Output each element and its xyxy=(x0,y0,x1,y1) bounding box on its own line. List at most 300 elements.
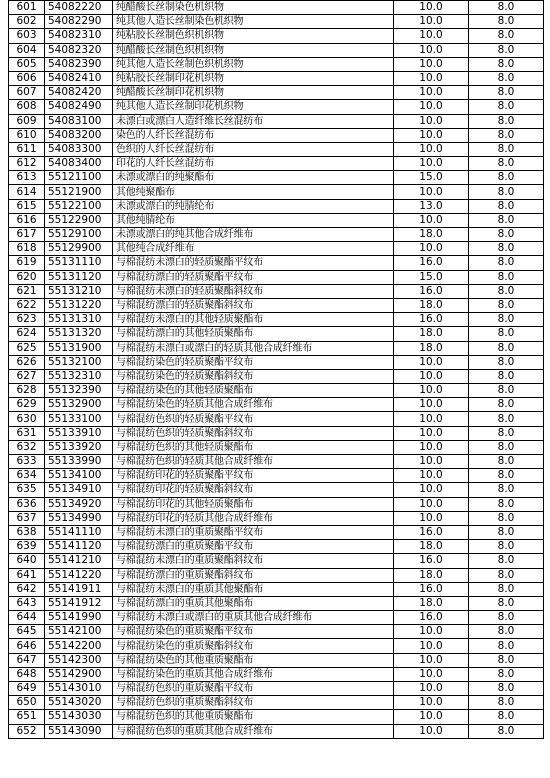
commodity-description: 与棉混纺色织的重质其他合成纤维布 xyxy=(113,724,394,738)
tariff-code: 54082490 xyxy=(45,100,113,114)
rate-col5: 8.0 xyxy=(469,582,544,596)
row-number: 630 xyxy=(9,412,45,426)
rate-col5: 8.0 xyxy=(469,384,544,398)
tariff-code: 55141990 xyxy=(45,611,113,625)
tariff-code: 55141911 xyxy=(45,582,113,596)
rate-col5: 8.0 xyxy=(469,171,544,185)
row-number: 617 xyxy=(9,228,45,242)
row-number: 605 xyxy=(9,57,45,71)
tariff-code: 55132390 xyxy=(45,384,113,398)
rate-col5: 8.0 xyxy=(469,412,544,426)
tariff-code: 54083400 xyxy=(45,157,113,171)
rate-col4: 16.0 xyxy=(394,313,469,327)
rate-col4: 18.0 xyxy=(394,596,469,610)
table-row xyxy=(9,653,544,667)
commodity-description: 纯醋酸长丝制色织机织物 xyxy=(113,43,394,57)
rate-col4: 18.0 xyxy=(394,298,469,312)
table-row xyxy=(9,596,544,610)
table-row xyxy=(9,71,544,85)
row-number: 606 xyxy=(9,71,45,85)
rate-col5: 8.0 xyxy=(469,710,544,724)
commodity-description: 与棉混纺染色的其他轻质聚酯布 xyxy=(113,384,394,398)
tariff-code: 55131320 xyxy=(45,327,113,341)
row-number: 622 xyxy=(9,298,45,312)
row-number: 635 xyxy=(9,483,45,497)
rate-col4: 10.0 xyxy=(394,710,469,724)
row-number: 614 xyxy=(9,185,45,199)
commodity-description: 纯粘胶长丝制印花机织物 xyxy=(113,71,394,85)
row-number: 642 xyxy=(9,582,45,596)
table-row xyxy=(9,384,544,398)
commodity-description: 与棉混纺色织的重质聚酯平纹布 xyxy=(113,682,394,696)
rate-col5: 8.0 xyxy=(469,298,544,312)
row-number: 602 xyxy=(9,15,45,29)
table-row xyxy=(9,426,544,440)
table-row xyxy=(9,469,544,483)
row-number: 601 xyxy=(9,1,45,15)
table-row xyxy=(9,313,544,327)
table-row xyxy=(9,582,544,596)
tariff-code: 55129900 xyxy=(45,242,113,256)
tariff-code: 55131210 xyxy=(45,284,113,298)
row-number: 629 xyxy=(9,398,45,412)
tariff-code: 55132900 xyxy=(45,398,113,412)
row-number: 625 xyxy=(9,341,45,355)
commodity-description: 与棉混纺未漂白的重质聚酯斜纹布 xyxy=(113,554,394,568)
tariff-code: 54082220 xyxy=(45,1,113,15)
rate-col4: 18.0 xyxy=(394,228,469,242)
table-row xyxy=(9,455,544,469)
row-number: 610 xyxy=(9,128,45,142)
rate-col4: 10.0 xyxy=(394,29,469,43)
table-row xyxy=(9,86,544,100)
rate-col4: 10.0 xyxy=(394,483,469,497)
rate-col5: 8.0 xyxy=(469,667,544,681)
rate-col5: 8.0 xyxy=(469,483,544,497)
commodity-description: 与棉混纺染色的轻质聚酯平纹布 xyxy=(113,355,394,369)
tariff-code: 55122100 xyxy=(45,199,113,213)
row-number: 640 xyxy=(9,554,45,568)
rate-col5: 8.0 xyxy=(469,313,544,327)
rate-col5: 8.0 xyxy=(469,71,544,85)
commodity-description: 与棉混纺印花的轻质聚酯平纹布 xyxy=(113,469,394,483)
rate-col5: 8.0 xyxy=(469,653,544,667)
rate-col5: 8.0 xyxy=(469,611,544,625)
rate-col5: 8.0 xyxy=(469,398,544,412)
row-number: 649 xyxy=(9,682,45,696)
tariff-code: 55142200 xyxy=(45,639,113,653)
rate-col5: 8.0 xyxy=(469,185,544,199)
rate-col4: 10.0 xyxy=(394,1,469,15)
row-number: 631 xyxy=(9,426,45,440)
rate-col4: 15.0 xyxy=(394,171,469,185)
commodity-description: 纯其他人造长丝制色织机织物 xyxy=(113,57,394,71)
table-row xyxy=(9,100,544,114)
tariff-code: 54082390 xyxy=(45,57,113,71)
commodity-description: 与棉混纺色织的轻质聚酯平纹布 xyxy=(113,412,394,426)
tariff-code: 55134910 xyxy=(45,483,113,497)
table-row xyxy=(9,724,544,738)
row-number: 628 xyxy=(9,384,45,398)
rate-col4: 10.0 xyxy=(394,384,469,398)
tariff-code: 55141210 xyxy=(45,554,113,568)
table-row xyxy=(9,15,544,29)
rate-col5: 8.0 xyxy=(469,639,544,653)
rate-col4: 16.0 xyxy=(394,525,469,539)
rate-col4: 18.0 xyxy=(394,568,469,582)
row-number: 604 xyxy=(9,43,45,57)
row-number: 612 xyxy=(9,157,45,171)
table-row xyxy=(9,284,544,298)
rate-col4: 10.0 xyxy=(394,71,469,85)
row-number: 648 xyxy=(9,667,45,681)
row-number: 603 xyxy=(9,29,45,43)
table-row xyxy=(9,355,544,369)
rate-col4: 10.0 xyxy=(394,440,469,454)
tariff-code: 55129100 xyxy=(45,228,113,242)
row-number: 609 xyxy=(9,114,45,128)
rate-col4: 10.0 xyxy=(394,426,469,440)
rate-col5: 8.0 xyxy=(469,341,544,355)
table-row xyxy=(9,298,544,312)
commodity-description: 与棉混纺染色的轻质聚酯斜纹布 xyxy=(113,369,394,383)
tariff-code: 55143010 xyxy=(45,682,113,696)
row-number: 637 xyxy=(9,511,45,525)
rate-col4: 10.0 xyxy=(394,15,469,29)
rate-col5: 8.0 xyxy=(469,86,544,100)
tariff-code: 55142300 xyxy=(45,653,113,667)
tariff-code: 55131900 xyxy=(45,341,113,355)
commodity-description: 与棉混纺染色的重质聚酯平纹布 xyxy=(113,625,394,639)
row-number: 623 xyxy=(9,313,45,327)
row-number: 645 xyxy=(9,625,45,639)
table-row xyxy=(9,412,544,426)
rate-col4: 10.0 xyxy=(394,57,469,71)
tariff-code: 55141220 xyxy=(45,568,113,582)
rate-col5: 8.0 xyxy=(469,57,544,71)
rate-col5: 8.0 xyxy=(469,242,544,256)
commodity-description: 与棉混纺染色的重质聚酯斜纹布 xyxy=(113,639,394,653)
commodity-description: 与棉混纺未漂白的重质聚酯平纹布 xyxy=(113,525,394,539)
row-number: 616 xyxy=(9,213,45,227)
rate-col5: 8.0 xyxy=(469,497,544,511)
table-row xyxy=(9,157,544,171)
commodity-description: 纯粘胶长丝制色织机织物 xyxy=(113,29,394,43)
tariff-code: 55142100 xyxy=(45,625,113,639)
row-number: 611 xyxy=(9,142,45,156)
commodity-description: 未漂或漂白的纯其他合成纤维布 xyxy=(113,228,394,242)
rate-col5: 8.0 xyxy=(469,128,544,142)
rate-col5: 8.0 xyxy=(469,455,544,469)
table-row xyxy=(9,242,544,256)
tariff-code: 55143020 xyxy=(45,696,113,710)
table-row xyxy=(9,483,544,497)
table-row xyxy=(9,554,544,568)
row-number: 607 xyxy=(9,86,45,100)
rate-col5: 8.0 xyxy=(469,696,544,710)
rate-col5: 8.0 xyxy=(469,43,544,57)
table-row xyxy=(9,398,544,412)
commodity-description: 与棉混纺染色的重质其他合成纤维布 xyxy=(113,667,394,681)
rate-col5: 8.0 xyxy=(469,568,544,582)
tariff-code: 55134920 xyxy=(45,497,113,511)
rate-col5: 8.0 xyxy=(469,327,544,341)
tariff-code: 55131310 xyxy=(45,313,113,327)
rate-col4: 10.0 xyxy=(394,511,469,525)
rate-col4: 10.0 xyxy=(394,667,469,681)
rate-col5: 8.0 xyxy=(469,625,544,639)
row-number: 643 xyxy=(9,596,45,610)
rate-col4: 16.0 xyxy=(394,554,469,568)
rate-col4: 16.0 xyxy=(394,611,469,625)
commodity-description: 与棉混纺印花的轻质聚酯斜纹布 xyxy=(113,483,394,497)
row-number: 620 xyxy=(9,270,45,284)
table-row xyxy=(9,270,544,284)
rate-col5: 8.0 xyxy=(469,511,544,525)
table-row xyxy=(9,213,544,227)
rate-col5: 8.0 xyxy=(469,525,544,539)
table-row xyxy=(9,256,544,270)
rate-col5: 8.0 xyxy=(469,369,544,383)
rate-col5: 8.0 xyxy=(469,15,544,29)
rate-col5: 8.0 xyxy=(469,284,544,298)
rate-col5: 8.0 xyxy=(469,596,544,610)
tariff-code: 55134100 xyxy=(45,469,113,483)
row-number: 636 xyxy=(9,497,45,511)
table-row xyxy=(9,185,544,199)
row-number: 638 xyxy=(9,525,45,539)
rate-col5: 8.0 xyxy=(469,540,544,554)
table-row xyxy=(9,341,544,355)
tariff-code: 55131110 xyxy=(45,256,113,270)
row-number: 627 xyxy=(9,369,45,383)
table-row xyxy=(9,710,544,724)
tariff-code: 54083300 xyxy=(45,142,113,156)
table-row xyxy=(9,29,544,43)
rate-col4: 10.0 xyxy=(394,100,469,114)
rate-col4: 10.0 xyxy=(394,43,469,57)
rate-col4: 18.0 xyxy=(394,327,469,341)
tariff-code: 55132100 xyxy=(45,355,113,369)
tariff-code: 55143090 xyxy=(45,724,113,738)
rate-col5: 8.0 xyxy=(469,100,544,114)
rate-col5: 8.0 xyxy=(469,157,544,171)
tariff-code: 55121100 xyxy=(45,171,113,185)
commodity-description: 其他纯合成纤维布 xyxy=(113,242,394,256)
table-row xyxy=(9,199,544,213)
table-row xyxy=(9,667,544,681)
rate-col4: 16.0 xyxy=(394,284,469,298)
table-row xyxy=(9,57,544,71)
tariff-code: 55141110 xyxy=(45,525,113,539)
rate-col4: 10.0 xyxy=(394,469,469,483)
commodity-description: 与棉混纺漂白的重质聚酯斜纹布 xyxy=(113,568,394,582)
rate-col4: 10.0 xyxy=(394,625,469,639)
rate-col4: 10.0 xyxy=(394,653,469,667)
commodity-description: 与棉混纺染色的轻质其他合成纤维布 xyxy=(113,398,394,412)
tariff-code: 55141912 xyxy=(45,596,113,610)
commodity-description: 纯醋酸长丝制印花机织物 xyxy=(113,86,394,100)
rate-col5: 8.0 xyxy=(469,256,544,270)
rate-col4: 10.0 xyxy=(394,114,469,128)
rate-col4: 10.0 xyxy=(394,455,469,469)
row-number: 639 xyxy=(9,540,45,554)
rate-col4: 10.0 xyxy=(394,185,469,199)
commodity-description: 色织的人纤长丝混纺布 xyxy=(113,142,394,156)
rate-col5: 8.0 xyxy=(469,355,544,369)
rate-col4: 18.0 xyxy=(394,341,469,355)
commodity-description: 纯其他人造长丝制染色机织物 xyxy=(113,15,394,29)
table-row xyxy=(9,497,544,511)
tariff-code: 54082320 xyxy=(45,43,113,57)
row-number: 608 xyxy=(9,100,45,114)
tariff-code: 55133910 xyxy=(45,426,113,440)
row-number: 644 xyxy=(9,611,45,625)
rate-col4: 10.0 xyxy=(394,497,469,511)
row-number: 621 xyxy=(9,284,45,298)
commodity-description: 与棉混纺未漂白的其他轻质聚酯布 xyxy=(113,313,394,327)
rate-col4: 10.0 xyxy=(394,128,469,142)
tariff-code: 55133920 xyxy=(45,440,113,454)
tariff-code: 55134990 xyxy=(45,511,113,525)
table-row xyxy=(9,525,544,539)
commodity-description: 与棉混纺漂白的轻质聚酯平纹布 xyxy=(113,270,394,284)
row-number: 618 xyxy=(9,242,45,256)
rate-col4: 10.0 xyxy=(394,724,469,738)
rate-col4: 10.0 xyxy=(394,213,469,227)
row-number: 652 xyxy=(9,724,45,738)
tariff-code: 55132310 xyxy=(45,369,113,383)
rate-col4: 10.0 xyxy=(394,242,469,256)
row-number: 633 xyxy=(9,455,45,469)
rate-col5: 8.0 xyxy=(469,682,544,696)
commodity-description: 其他纯聚酯布 xyxy=(113,185,394,199)
rate-col5: 8.0 xyxy=(469,270,544,284)
table-row xyxy=(9,511,544,525)
rate-col4: 10.0 xyxy=(394,369,469,383)
table-row xyxy=(9,1,544,15)
rate-col5: 8.0 xyxy=(469,554,544,568)
commodity-description: 与棉混纺色织的其他重质聚酯布 xyxy=(113,710,394,724)
rate-col5: 8.0 xyxy=(469,228,544,242)
table-row xyxy=(9,43,544,57)
commodity-description: 与棉混纺漂白的其他轻质聚酯布 xyxy=(113,327,394,341)
commodity-description: 与棉混纺未漂白的重质其他聚酯布 xyxy=(113,582,394,596)
rate-col5: 8.0 xyxy=(469,142,544,156)
rate-col5: 8.0 xyxy=(469,469,544,483)
table-row xyxy=(9,142,544,156)
tariff-code: 55131120 xyxy=(45,270,113,284)
tariff-code: 54083200 xyxy=(45,128,113,142)
row-number: 650 xyxy=(9,696,45,710)
rate-col4: 10.0 xyxy=(394,398,469,412)
table-row xyxy=(9,440,544,454)
rate-col4: 10.0 xyxy=(394,639,469,653)
table-row xyxy=(9,369,544,383)
tariff-code: 55121900 xyxy=(45,185,113,199)
table-row xyxy=(9,682,544,696)
tariff-code: 54082290 xyxy=(45,15,113,29)
tariff-table-sheet xyxy=(8,0,543,739)
rate-col4: 18.0 xyxy=(394,540,469,554)
commodity-description: 未漂或漂白的纯聚酯布 xyxy=(113,171,394,185)
rate-col4: 10.0 xyxy=(394,355,469,369)
commodity-description: 与棉混纺印花的其他轻质聚酯布 xyxy=(113,497,394,511)
tariff-code: 55142900 xyxy=(45,667,113,681)
commodity-description: 与棉混纺漂白的重质聚酯平纹布 xyxy=(113,540,394,554)
rate-col4: 10.0 xyxy=(394,696,469,710)
table-row xyxy=(9,228,544,242)
commodity-description: 与棉混纺未漂白或漂白的轻质其他合成纤维布 xyxy=(113,341,394,355)
table-row xyxy=(9,114,544,128)
commodity-description: 纯醋酸长丝制染色机织物 xyxy=(113,1,394,15)
row-number: 619 xyxy=(9,256,45,270)
commodity-description: 未漂或漂白的纯腈纶布 xyxy=(113,199,394,213)
table-row xyxy=(9,171,544,185)
rate-col5: 8.0 xyxy=(469,29,544,43)
commodity-description: 与棉混纺未漂白的轻质聚酯平纹布 xyxy=(113,256,394,270)
rate-col5: 8.0 xyxy=(469,114,544,128)
rate-col4: 10.0 xyxy=(394,142,469,156)
commodity-description: 与棉混纺色织的重质聚酯斜纹布 xyxy=(113,696,394,710)
row-number: 646 xyxy=(9,639,45,653)
commodity-description: 与棉混纺未漂白的轻质聚酯斜纹布 xyxy=(113,284,394,298)
table-row xyxy=(9,625,544,639)
rate-col4: 16.0 xyxy=(394,582,469,596)
row-number: 615 xyxy=(9,199,45,213)
rate-col4: 10.0 xyxy=(394,86,469,100)
rate-col5: 8.0 xyxy=(469,724,544,738)
tariff-code: 54082420 xyxy=(45,86,113,100)
row-number: 626 xyxy=(9,355,45,369)
row-number: 613 xyxy=(9,171,45,185)
row-number: 641 xyxy=(9,568,45,582)
commodity-description: 其他纯腈纶布 xyxy=(113,213,394,227)
tariff-code: 54083100 xyxy=(45,114,113,128)
rate-col4: 10.0 xyxy=(394,682,469,696)
table-row xyxy=(9,540,544,554)
commodity-description: 与棉混纺色织的轻质其他合成纤维布 xyxy=(113,455,394,469)
commodity-description: 印花的人纤长丝混纺布 xyxy=(113,157,394,171)
tariff-code: 55143030 xyxy=(45,710,113,724)
row-number: 651 xyxy=(9,710,45,724)
table-row xyxy=(9,568,544,582)
rate-col4: 13.0 xyxy=(394,199,469,213)
row-number: 624 xyxy=(9,327,45,341)
commodity-description: 染色的人纤长丝混纺布 xyxy=(113,128,394,142)
commodity-description: 与棉混纺漂白的轻质聚酯斜纹布 xyxy=(113,298,394,312)
tariff-table-body xyxy=(9,1,544,739)
commodity-description: 与棉混纺漂白的重质其他聚酯布 xyxy=(113,596,394,610)
rate-col4: 16.0 xyxy=(394,256,469,270)
rate-col5: 8.0 xyxy=(469,213,544,227)
table-row xyxy=(9,327,544,341)
table-row xyxy=(9,128,544,142)
rate-col5: 8.0 xyxy=(469,1,544,15)
rate-col5: 8.0 xyxy=(469,426,544,440)
commodity-description: 与棉混纺色织的其他轻质聚酯布 xyxy=(113,440,394,454)
commodity-description: 与棉混纺染色的其他重质聚酯布 xyxy=(113,653,394,667)
commodity-description: 未漂白或漂白人造纤维长丝混纺布 xyxy=(113,114,394,128)
table-row xyxy=(9,696,544,710)
tariff-code: 55133100 xyxy=(45,412,113,426)
tariff-code: 55133990 xyxy=(45,455,113,469)
tariff-code: 55122900 xyxy=(45,213,113,227)
rate-col4: 15.0 xyxy=(394,270,469,284)
table-row xyxy=(9,639,544,653)
tariff-table xyxy=(8,0,544,739)
rate-col5: 8.0 xyxy=(469,199,544,213)
